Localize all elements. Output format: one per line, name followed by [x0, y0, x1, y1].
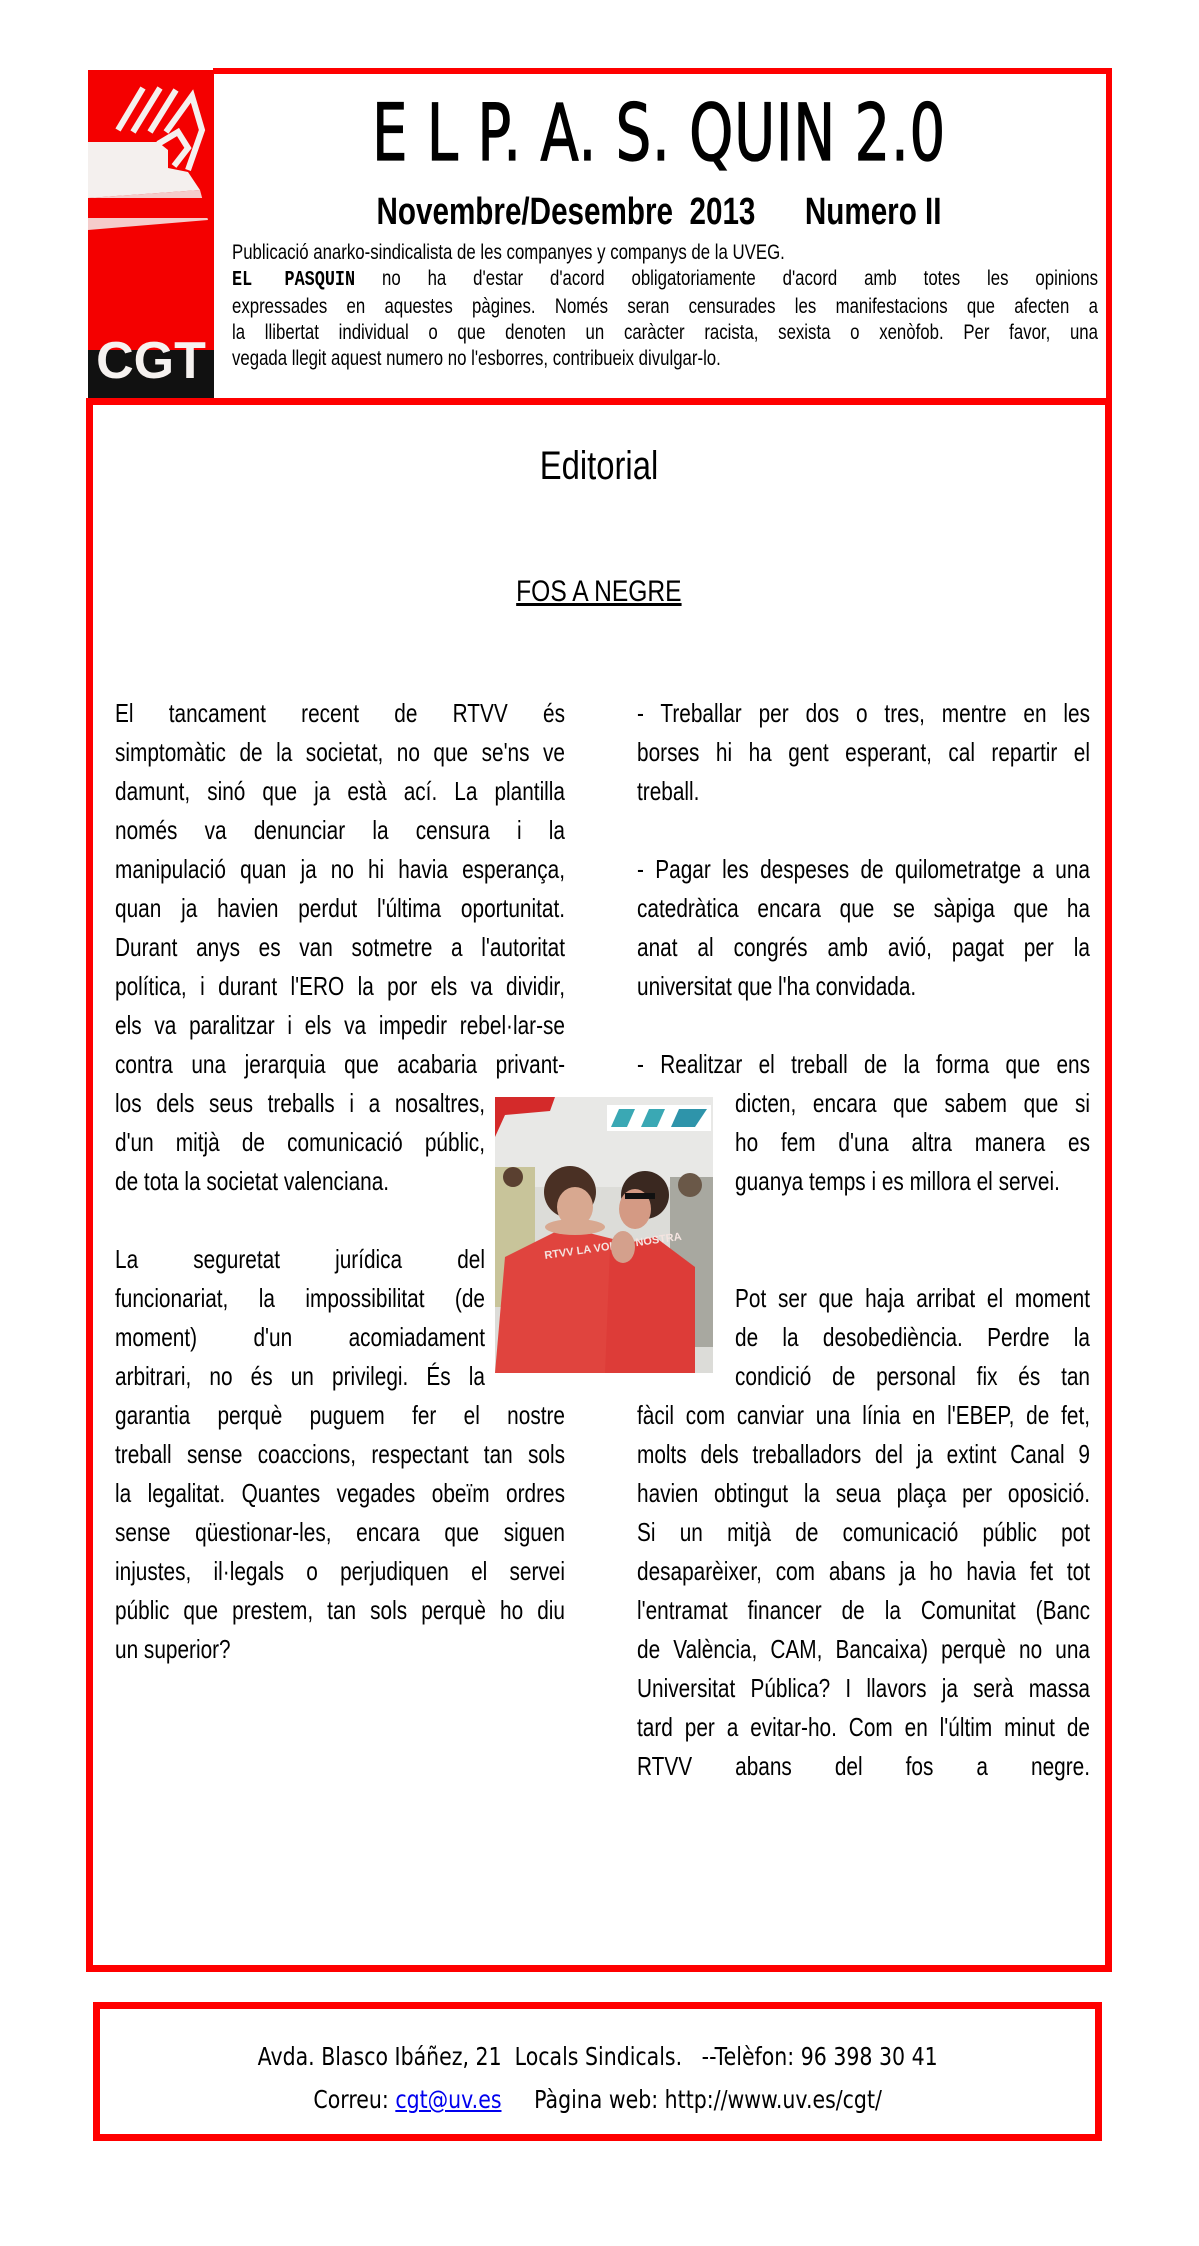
- text-line: tard per a evitar-ho. Com en l'últim minut de: [637, 1712, 1090, 1742]
- text-line: públic que prestem, tan sols perquè ho diu: [115, 1595, 565, 1625]
- photo-image: [495, 1097, 713, 1373]
- text-line: contra una jerarquia que acabaria privant-: [115, 1049, 565, 1079]
- text-line: damunt, sinó que ja està ací. La plantilla: [115, 776, 565, 806]
- text-line: de la desobediència. Perdre la: [735, 1322, 1090, 1352]
- web-label: Pàgina web: http://www.uv.es/cgt/: [501, 2085, 882, 2114]
- text-line: sense qüestionar-les, encara que siguen: [115, 1517, 565, 1547]
- paragraph-gap: [637, 811, 1090, 850]
- text-line: de València, CAM, Bancaixa) perquè no una: [637, 1634, 1090, 1664]
- protest-photo: [495, 1097, 713, 1373]
- email-link[interactable]: cgt@uv.es: [395, 2085, 502, 2114]
- text-line: Si un mitjà de comunicació públic pot: [637, 1517, 1090, 1547]
- text-line: catedràtica encara que se sàpiga que ha: [637, 893, 1090, 923]
- text-line: només va denunciar la censura i la: [115, 815, 565, 845]
- note-line: EL PASQUIN no ha d'estar d'acord obligatoriamente d'acord amb totes les opinions: [232, 267, 1098, 292]
- text-line: - Treballar per dos o tres, mentre en les: [637, 698, 1090, 728]
- newsletter-title: E L P. A. S. QUIN 2.0: [372, 89, 946, 179]
- text-line: fàcil com canviar una línia en l'EBEP, de fet,: [637, 1400, 1090, 1430]
- text-line: arbitrari, no és un privilegi. És la: [115, 1361, 485, 1391]
- text-line: guanya temps i es millora el servei.: [735, 1166, 1060, 1196]
- text-line: anat al congrés amb avió, pagat per la: [637, 932, 1090, 962]
- raised-fist-icon: [88, 70, 214, 398]
- text-line: treball sense coaccions, respectant tan sols: [115, 1439, 565, 1469]
- text-line: condició de personal fix és tan: [735, 1361, 1090, 1391]
- text-line: ho fem d'una altra manera es: [735, 1127, 1090, 1157]
- text-line: moment) d'un acomiadament: [115, 1322, 485, 1352]
- note-line: expressades en aquestes pàgines. Només seran censurades les manifestacions que afecten a: [232, 295, 1098, 318]
- text-line: - Realitzar el treball de la forma que ens: [637, 1049, 1090, 1079]
- text-line: molts dels treballadors del ja extint Canal 9: [637, 1439, 1090, 1469]
- text-line: garantia perquè puguem fer el nostre: [115, 1400, 565, 1430]
- issue-number: Numero II: [804, 191, 942, 233]
- issue-info: [311, 188, 1007, 236]
- text-line: manipulació quan ja no hi havia esperança,: [115, 854, 565, 884]
- text-line: simptomàtic de la societat, no que se'ns ve: [115, 737, 565, 767]
- text-line: els va paralitzar i els va impedir rebel·lar-se: [115, 1010, 565, 1040]
- publication-note: [232, 240, 1098, 372]
- paragraph-gap: [637, 1006, 1090, 1045]
- text-line: Universitat Pública? I llavors ja serà massa: [637, 1673, 1090, 1703]
- text-line: treball.: [637, 776, 700, 806]
- text-line: Durant anys es van sotmetre a l'autoritat: [115, 932, 565, 962]
- text-line: - Pagar les despeses de quilometratge a una: [637, 854, 1090, 884]
- text-line: desaparèixer, com abans ja ho havia fet tot: [637, 1556, 1090, 1586]
- text-line: Pot ser que haja arribat el moment: [735, 1283, 1090, 1313]
- text-line: política, i durant l'ERO la por els va dividir,: [115, 971, 565, 1001]
- text-line: quan ja havien perdut l'última oportunitat.: [115, 893, 565, 923]
- text-line: un superior?: [115, 1634, 231, 1664]
- note-line: Publicació anarko-sindicalista de les companyes y companys de la UVEG.: [232, 241, 785, 264]
- text-line: La seguretat jurídica del: [115, 1244, 485, 1274]
- text-line: funcionariat, la impossibilitat (de: [115, 1283, 485, 1313]
- note-line: la llibertat individual o que denoten un caràcter racista, sexista o xenòfob. Per favor, una: [232, 321, 1098, 344]
- logo-text: CGT: [96, 332, 206, 390]
- text-line: RTVV abans del fos a negre.: [637, 1751, 1090, 1781]
- text-line: universitat que l'ha convidada.: [637, 971, 917, 1001]
- text-line: borses hi ha gent esperant, cal repartir el: [637, 737, 1090, 767]
- section-title: Editorial: [539, 444, 659, 488]
- text-line: El tancament recent de RTVV és: [115, 698, 565, 728]
- footer-address: Avda. Blasco Ibáñez, 21 Locals Sindicals. --Telèfon: 96 398 30 41: [257, 2042, 938, 2071]
- text-line: los dels seus treballs i a nosaltres,: [115, 1088, 485, 1118]
- article-title: FOS A NEGRE: [516, 575, 682, 608]
- shirt-text: RTVV LA NOSTRA: [543, 1230, 683, 1262]
- note-line: vegada llegit aquest numero no l'esborres, contribueix divulgar-lo.: [232, 347, 721, 370]
- cgt-logo: [88, 70, 214, 398]
- text-line: d'un mitjà de comunicació públic,: [115, 1127, 485, 1157]
- text-line: havien obtingut la seua plaça per oposició.: [637, 1478, 1090, 1508]
- text-line: la legalitat. Quantes vegades obeïm ordres: [115, 1478, 565, 1508]
- text-line: l'entramat financer de la Comunitat (Banc: [637, 1595, 1090, 1625]
- issue-date: Novembre/Desembre 2013: [376, 191, 756, 233]
- text-line: dicten, encara que sabem que si: [735, 1088, 1090, 1118]
- text-line: de tota la societat valenciana.: [115, 1166, 390, 1196]
- footer-contact-line: [93, 2083, 1102, 2117]
- email-label: Correu:: [313, 2085, 396, 2114]
- text-line: injustes, il·legals o perjudiquen el servei: [115, 1556, 565, 1586]
- note-bold-prefix: EL PASQUIN: [232, 269, 356, 292]
- footer-address-line: [93, 2040, 1102, 2074]
